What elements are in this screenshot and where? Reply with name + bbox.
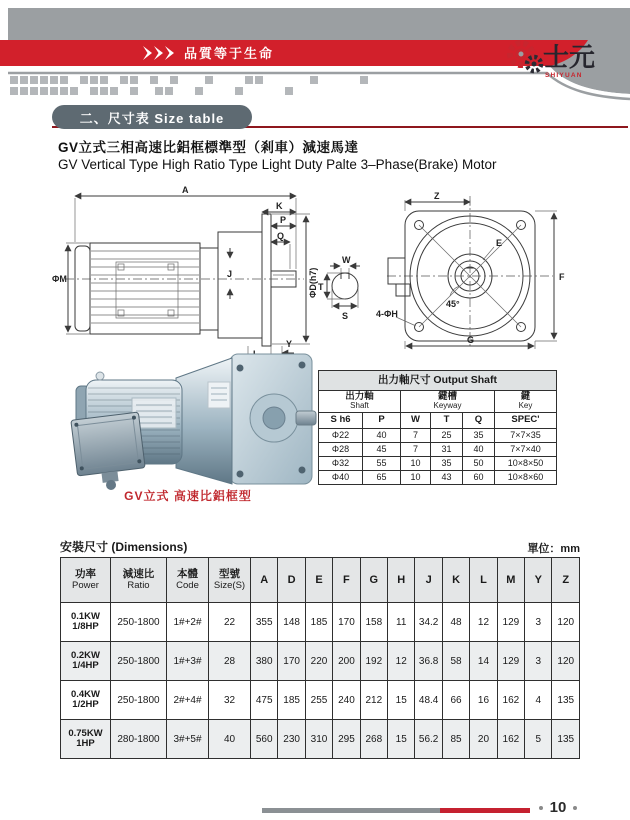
cell: 268 xyxy=(360,720,387,759)
dim-label-k: K xyxy=(276,201,283,211)
cell: 250-1800 xyxy=(111,681,167,720)
table-row xyxy=(319,429,557,443)
cell: 200 xyxy=(333,642,360,681)
product-photo xyxy=(60,352,316,492)
cell: 295 xyxy=(333,720,360,759)
table-title: 出力軸尺寸 Output Shaft xyxy=(319,371,557,391)
cell: 31 xyxy=(431,443,463,457)
cell-power: 0.75KW 1HP xyxy=(61,720,111,759)
col-header: E xyxy=(305,558,332,603)
col-header: W xyxy=(401,413,431,429)
cell: 162 xyxy=(497,720,524,759)
cell: 135 xyxy=(552,681,580,720)
output-shaft xyxy=(296,411,316,425)
cell: 10 xyxy=(401,457,431,471)
cell: 35 xyxy=(463,429,495,443)
cell: 36.8 xyxy=(415,642,442,681)
group-key: 鍵 Key xyxy=(495,391,557,413)
dim-label-w: W xyxy=(342,255,351,265)
cell: 14 xyxy=(470,642,497,681)
col-header: A xyxy=(251,558,278,603)
cell: 12 xyxy=(470,603,497,642)
dim-label-f: F xyxy=(559,272,565,282)
table-row xyxy=(319,443,557,457)
cell: 50 xyxy=(463,457,495,471)
cell: 170 xyxy=(278,642,305,681)
cell: 280-1800 xyxy=(111,720,167,759)
cell: 32 xyxy=(209,681,251,720)
gearbox xyxy=(176,358,232,484)
cell: 10×8×60 xyxy=(495,471,557,485)
dimension-drawings xyxy=(50,186,610,350)
cell: 158 xyxy=(360,603,387,642)
cell: 475 xyxy=(251,681,278,720)
terminal-box xyxy=(71,412,148,494)
col-header: L xyxy=(470,558,497,603)
table-title-row xyxy=(319,371,557,391)
col-header: G xyxy=(360,558,387,603)
cell: 10 xyxy=(401,471,431,485)
cell: 60 xyxy=(463,471,495,485)
table-row xyxy=(61,603,580,642)
cell: 58 xyxy=(442,642,469,681)
output-shaft-table xyxy=(318,370,556,485)
dim-label-e: E xyxy=(496,238,503,248)
dimensions-table xyxy=(60,557,580,759)
col-header: S h6 xyxy=(319,413,363,429)
cell: 4 xyxy=(525,681,552,720)
table-row xyxy=(61,681,580,720)
dim-label-q: Q xyxy=(277,231,285,241)
cell: 355 xyxy=(251,603,278,642)
cell: 11 xyxy=(388,603,415,642)
cell: 34.2 xyxy=(415,603,442,642)
group-keyway: 鍵槽 Keyway xyxy=(401,391,495,413)
cell: 220 xyxy=(305,642,332,681)
cell: 15 xyxy=(388,681,415,720)
col-header: D xyxy=(278,558,305,603)
page-number xyxy=(528,799,588,816)
cell-power: 0.4KW 1/2HP xyxy=(61,681,111,720)
dim-label-z: Z xyxy=(434,191,440,201)
footer-bar-red xyxy=(440,808,530,813)
table-header-row xyxy=(61,558,580,603)
dim-label-p: P xyxy=(280,215,287,225)
table-row xyxy=(319,471,557,485)
cell: 1#+3# xyxy=(167,642,209,681)
section-title: 二、尺寸表 Size table xyxy=(79,110,225,126)
footer-bar-gray xyxy=(262,808,440,813)
cell: 43 xyxy=(431,471,463,485)
cell: Φ28 xyxy=(319,443,363,457)
cell: 255 xyxy=(305,681,332,720)
table-row xyxy=(61,642,580,681)
dim-label-a: A xyxy=(182,185,189,195)
dim-label-t: T xyxy=(318,282,324,292)
cell: 20 xyxy=(470,720,497,759)
cell: 45 xyxy=(363,443,401,457)
cell: 162 xyxy=(497,681,524,720)
cell: Φ22 xyxy=(319,429,363,443)
cell: 129 xyxy=(497,603,524,642)
cell: 212 xyxy=(360,681,387,720)
cell: 250-1800 xyxy=(111,642,167,681)
cell-power: 0.1KW 1/8HP xyxy=(61,603,111,642)
shaft-section-drawing xyxy=(318,255,360,321)
cell: 240 xyxy=(333,681,360,720)
cell: 1#+2# xyxy=(167,603,209,642)
cell: 40 xyxy=(463,443,495,457)
table-group-row xyxy=(319,391,557,413)
cell: Φ32 xyxy=(319,457,363,471)
col-header: T xyxy=(431,413,463,429)
cell: 230 xyxy=(278,720,305,759)
cell: 40 xyxy=(363,429,401,443)
table-header-row xyxy=(319,413,557,429)
col-header: M xyxy=(497,558,524,603)
cell: 7 xyxy=(401,443,431,457)
cell: 310 xyxy=(305,720,332,759)
cell: 85 xyxy=(442,720,469,759)
banner-slogan: 品質等于生命 xyxy=(184,46,275,61)
dimensions-unit: 單位：mm xyxy=(527,543,580,555)
cell: 250-1800 xyxy=(111,603,167,642)
dim-label-d: ΦD(h7) xyxy=(308,267,318,298)
cell: 120 xyxy=(552,603,580,642)
dim-label-s: S xyxy=(342,311,349,321)
col-header: Q xyxy=(463,413,495,429)
cell: 185 xyxy=(305,603,332,642)
col-header: J xyxy=(415,558,442,603)
cell: 120 xyxy=(552,642,580,681)
cell: 10×8×50 xyxy=(495,457,557,471)
cell: 16 xyxy=(470,681,497,720)
dim-label-holes: 4-ΦH xyxy=(376,309,398,319)
cell: 3 xyxy=(525,603,552,642)
page-number-text: 10 xyxy=(549,799,567,816)
cell: 40 xyxy=(209,720,251,759)
cell: 12 xyxy=(388,642,415,681)
cell: 5 xyxy=(525,720,552,759)
header-red-band xyxy=(0,40,588,66)
page-title-en: GV Vertical Type High Ratio Type Light Duty Palte 3–Phase(Brake) Motor xyxy=(58,157,497,172)
col-header: Y xyxy=(525,558,552,603)
pixel-decoration xyxy=(10,76,368,95)
col-header: K xyxy=(442,558,469,603)
cell: 25 xyxy=(431,429,463,443)
cell: 129 xyxy=(497,642,524,681)
page-dot xyxy=(573,806,577,810)
col-header: P xyxy=(363,413,401,429)
cell: 28 xyxy=(209,642,251,681)
logo-subtext: SHIYUAN xyxy=(545,72,583,79)
flange-view-drawing xyxy=(376,191,565,349)
cell: 560 xyxy=(251,720,278,759)
cell: 148 xyxy=(278,603,305,642)
cell: 7 xyxy=(401,429,431,443)
col-header: 本體 Code xyxy=(167,558,209,603)
side-view-drawing xyxy=(52,185,318,364)
table-row xyxy=(61,720,580,759)
col-header: 減速比 Ratio xyxy=(111,558,167,603)
cell: 3#+5# xyxy=(167,720,209,759)
cell: 48 xyxy=(442,603,469,642)
page-title-zh: GV立式三相高速比鋁框標準型（剎車）減速馬達 xyxy=(58,140,359,155)
col-header: SPEC' xyxy=(495,413,557,429)
cell-power: 0.2KW 1/4HP xyxy=(61,642,111,681)
section-title-pill xyxy=(52,105,252,129)
cell: 185 xyxy=(278,681,305,720)
cell: 2#+4# xyxy=(167,681,209,720)
cell: 170 xyxy=(333,603,360,642)
dim-label-angle: 45° xyxy=(446,299,460,309)
group-shaft: 出力軸 Shaft xyxy=(319,391,401,413)
cell: 135 xyxy=(552,720,580,759)
cell: 66 xyxy=(442,681,469,720)
cell: 15 xyxy=(388,720,415,759)
photo-caption: GV立式 高速比鋁框型 xyxy=(124,489,252,503)
cell: 56.2 xyxy=(415,720,442,759)
logo-text: 士元 xyxy=(543,42,596,72)
cell: Φ40 xyxy=(319,471,363,485)
col-header: 功率 Power xyxy=(61,558,111,603)
cell: 7×7×35 xyxy=(495,429,557,443)
cell: 35 xyxy=(431,457,463,471)
page-dot xyxy=(539,806,543,810)
cell: 65 xyxy=(363,471,401,485)
dimensions-caption: 安裝尺寸 (Dimensions) xyxy=(60,540,188,554)
col-header: Z xyxy=(552,558,580,603)
dim-label-y: Y xyxy=(286,339,293,349)
dim-label-g: G xyxy=(467,335,475,345)
cell: 22 xyxy=(209,603,251,642)
cell: 48.4 xyxy=(415,681,442,720)
table-row xyxy=(319,457,557,471)
cell: 3 xyxy=(525,642,552,681)
col-header: F xyxy=(333,558,360,603)
dim-label-j: J xyxy=(227,269,233,279)
cell: 7×7×40 xyxy=(495,443,557,457)
cell: 380 xyxy=(251,642,278,681)
cell: 192 xyxy=(360,642,387,681)
col-header: 型號 Size(S) xyxy=(209,558,251,603)
col-header: H xyxy=(388,558,415,603)
cell: 55 xyxy=(363,457,401,471)
label-plate xyxy=(208,382,230,408)
dim-label-m: ΦM xyxy=(52,274,67,284)
eye-bolt xyxy=(96,372,104,380)
